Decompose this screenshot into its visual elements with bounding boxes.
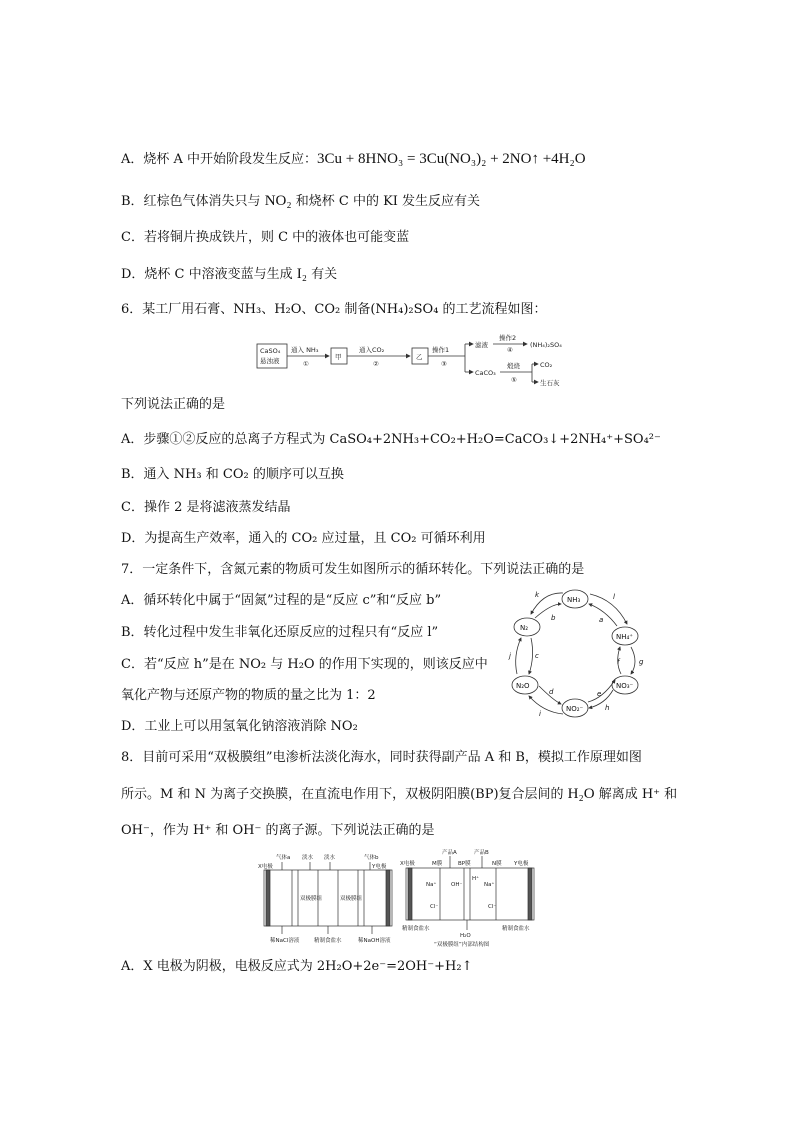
q8-figure-electrodialysis xyxy=(258,852,398,947)
fig2-oh: OH⁻ xyxy=(451,882,463,888)
flow-calcine-num: ⑤ xyxy=(511,376,517,384)
svg-text:c: c xyxy=(535,652,539,660)
fig2-caption: “双极膜组”内部结构图 xyxy=(434,942,490,948)
fig2-product-b: 产品B xyxy=(474,850,489,856)
svg-text:g: g xyxy=(639,658,644,666)
flow-step2-num: ② xyxy=(373,360,379,368)
flow-caso4: CaSO₄ xyxy=(260,347,281,355)
fig1-bp-group-2: 双极膜组 xyxy=(340,896,363,902)
fig2-cl-left: Cl⁻ xyxy=(430,904,439,910)
fig2-n-membrane: N膜 xyxy=(492,861,502,867)
fig1-gas-b: 气体b xyxy=(364,855,379,861)
q6-question: 下列说法正确的是 xyxy=(121,397,226,412)
fig1-in-naoh: 稀NaOH溶液 xyxy=(358,938,391,944)
fig1-bp-group-1: 双极膜组 xyxy=(300,896,323,902)
q7-option-d: D．工业上可以用氢氧化钠溶液消除 NO₂ xyxy=(121,719,358,734)
fig1-x-electrode: X电极 xyxy=(258,864,273,870)
flow-yi: 乙 xyxy=(416,353,423,361)
fig2-h2o: H₂O xyxy=(460,933,471,939)
flow-op2-label: 操作2 xyxy=(499,334,517,342)
flow-op2-num: ④ xyxy=(507,346,513,354)
q6-option-a: A．步骤①②反应的总离子方程式为 CaSO₄+2NH₃+CO₂+H₂O=CaCO₃↓+2NH₄⁺+SO₄²⁻ xyxy=(121,432,661,447)
fig1-fresh2: 淡水 xyxy=(324,855,336,861)
fig2-x-electrode: X电极 xyxy=(400,861,415,867)
svg-text:e: e xyxy=(597,690,602,698)
svg-text:f: f xyxy=(617,658,620,666)
label-n2o: N₂O xyxy=(516,682,530,690)
label-nh4: NH₄⁺ xyxy=(616,633,634,641)
flow-step3-num: ③ xyxy=(441,360,447,368)
flow-lime: 生石灰 xyxy=(540,379,560,387)
fig2-brine-left: 精制食盐水 xyxy=(402,926,430,932)
fig2-na-left: Na⁺ xyxy=(426,882,437,888)
fig1-in-nacl: 稀NaCl溶液 xyxy=(270,938,300,944)
q7-option-a: A．循环转化中属于“固氮”过程的是“反应 c”和“反应 b” xyxy=(121,593,442,608)
fig2-product-a: 产品A xyxy=(442,850,457,856)
fig2-h: H⁺ xyxy=(472,876,480,882)
q5-option-a: A．烧杯 A 中开始阶段发生反应：3Cu + 8HNO₃ = 3Cu(NO₃)₂ + 2NO↑ +4H₂O xyxy=(121,151,586,167)
label-no3: NO₃⁻ xyxy=(616,682,634,690)
label-nh3: NH₃ xyxy=(567,596,581,604)
flow-step2-label: 通入CO₂ xyxy=(359,346,385,354)
q5-option-c: C．若将铜片换成铁片，则 C 中的液体也可能变蓝 xyxy=(121,230,410,245)
label-no2: NO₂⁻ xyxy=(566,705,584,713)
q5-option-b: B．红棕色气体消失只与 NO₂ 和烧杯 C 中的 KI 发生反应有关 xyxy=(121,193,481,209)
q8-option-a: A．X 电极为阴极，电极反应式为 2H₂O+2e⁻=2OH⁻+H₂↑ xyxy=(121,959,473,974)
q6-stem: 6．某工厂用石膏、NH₃、H₂O、CO₂ 制备(NH₄)₂SO₄ 的工艺流程如图： xyxy=(121,302,547,317)
q6-option-b: B．通入 NH₃ 和 CO₂ 的顺序可以互换 xyxy=(121,467,344,482)
flow-step1-label: 通入 NH₃ xyxy=(291,346,319,354)
flow-product: (NH₄)₂SO₄ xyxy=(530,341,562,349)
flow-suspension: 悬浊液 xyxy=(260,357,280,365)
q7-option-b: B．转化过程中发生非氧化还原反应的过程只有“反应 l” xyxy=(121,625,439,640)
svg-text:i: i xyxy=(539,710,541,718)
q5-option-d: D．烧杯 C 中溶液变蓝与生成 I₂ 有关 xyxy=(121,266,338,282)
flow-caco3: CaCO₃ xyxy=(475,369,496,377)
q8-stem-1: 8．目前可采用“双极膜组”电渗析法淡化海水，同时获得副产品 A 和 B，模拟工作原理如图 xyxy=(121,750,642,765)
q8-figure-bipolar-membrane xyxy=(400,844,540,948)
fig2-bp-membrane: BP膜 xyxy=(458,861,471,867)
flow-calcine-label: 煅烧 xyxy=(507,362,520,370)
fig1-in-brine: 精制食盐水 xyxy=(314,938,342,944)
flow-step3-label: 操作1 xyxy=(432,346,450,354)
svg-text:l: l xyxy=(613,593,615,601)
fig1-gas-a: 气体a xyxy=(276,855,291,861)
q7-option-c1: C．若“反应 h”是在 NO₂ 与 H₂O 的作用下实现的，则该反应中 xyxy=(121,657,488,672)
svg-text:j: j xyxy=(509,652,511,660)
q7-option-c2: 氧化产物与还原产物的物质的量之比为 1：2 xyxy=(121,688,376,703)
q6-option-c: C．操作 2 是将滤液蒸发结晶 xyxy=(121,500,291,515)
flow-co2: CO₂ xyxy=(540,361,553,369)
q6-flowchart xyxy=(255,332,562,392)
flow-jia: 甲 xyxy=(335,353,342,361)
svg-text:h: h xyxy=(605,704,610,712)
fig2-cl-right: Cl⁻ xyxy=(488,904,497,910)
fig2-m-membrane: M膜 xyxy=(432,861,443,867)
label-n2: N₂ xyxy=(520,624,529,632)
q6-option-d: D．为提高生产效率，通入的 CO₂ 应过量，且 CO₂ 可循环利用 xyxy=(121,531,486,546)
fig2-brine-right: 精制食盐水 xyxy=(502,926,530,932)
svg-text:d: d xyxy=(549,688,554,696)
q8-stem-3: OH⁻，作为 H⁺ 和 OH⁻ 的离子源。下列说法正确的是 xyxy=(121,823,435,838)
fig1-fresh1: 淡水 xyxy=(302,855,314,861)
q7-nitrogen-cycle xyxy=(505,584,653,726)
svg-text:b: b xyxy=(551,614,556,622)
svg-text:a: a xyxy=(599,616,604,624)
flow-filtrate: 滤液 xyxy=(475,341,488,349)
fig1-y-electrode: Y电极 xyxy=(372,864,387,870)
q7-stem: 7．一定条件下，含氮元素的物质可发生如图所示的循环转化。下列说法正确的是 xyxy=(121,562,585,577)
svg-text:k: k xyxy=(535,591,540,599)
flow-step1-num: ① xyxy=(303,360,309,368)
fig2-y-electrode: Y电极 xyxy=(514,861,529,867)
q8-stem-2: 所示。M 和 N 为离子交换膜，在直流电作用下，双极阴阳膜(BP)复合层间的 H₂O 解离成 H⁺ 和 xyxy=(121,786,678,802)
fig2-na-right: Na⁺ xyxy=(484,882,495,888)
q5-equation: 3Cu + 8HNO₃ = 3Cu(NO₃)₂ + 2NO↑ +4H₂O xyxy=(317,151,586,167)
